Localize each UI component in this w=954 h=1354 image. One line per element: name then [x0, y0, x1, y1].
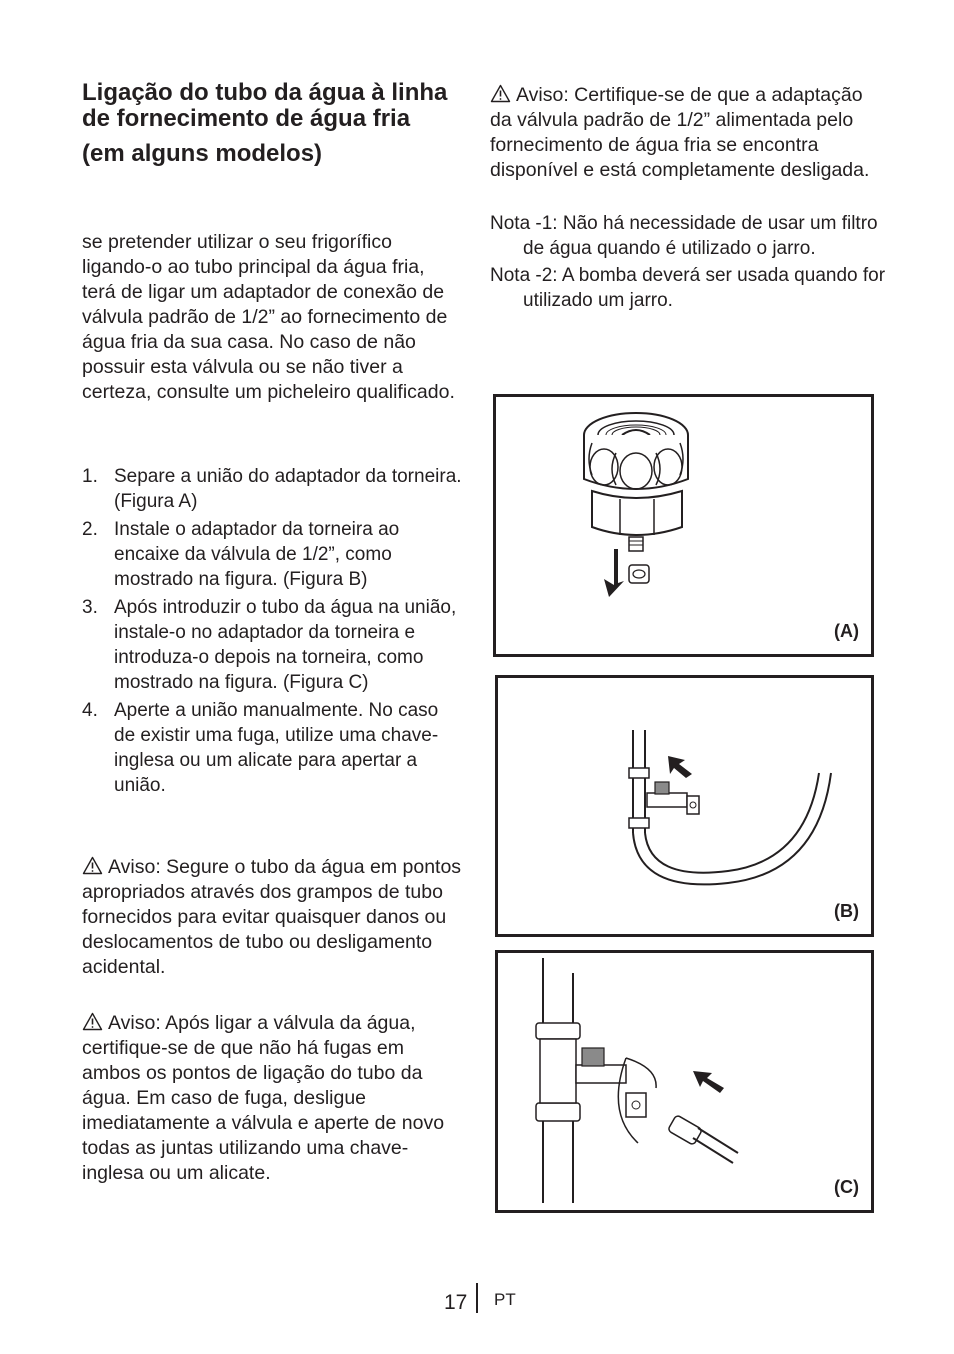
intro-paragraph: se pretender utilizar o seu frigorífico ligando-o ao tubo principal da água fria, terá de ligar um adaptador de conexão de válvula padrão de 1/2” ao fornecimento de água fria da sua casa. No caso de não possuir esta válvula ou se não tiver a certeza, consulte um picheleiro qualificado.	[82, 231, 455, 403]
list-item	[82, 698, 462, 798]
steps-list	[82, 464, 462, 801]
step-number: 2.	[82, 519, 98, 540]
title-main: Ligação do tubo da água à linha de fornecimento de água fria	[82, 79, 448, 132]
step-text: Aperte a união manualmente. No caso de existir uma fuga, utilize uma chave-inglesa ou um alicate para apertar a união.	[114, 700, 439, 796]
page-title	[82, 80, 462, 167]
figure-c	[495, 950, 874, 1213]
title-sub: (em alguns modelos)	[82, 140, 323, 167]
notes-block	[490, 211, 890, 315]
list-item	[82, 464, 462, 514]
warning-icon	[82, 856, 103, 875]
step-text: Instale o adaptador da torneira ao encaixe da válvula de 1/2”, como mostrado na figura. (Figura B)	[114, 519, 400, 590]
page-footer	[0, 1283, 954, 1323]
warning-text: Aviso: Segure o tubo da água em pontos apropriados através dos grampos de tubo fornecidos para evitar quaisquer danos ou deslocamentos de tubo ou desligamento acidental.	[82, 856, 462, 978]
note-2: Nota -2: A bomba deverá ser usada quando for utilizado um jarro.	[490, 265, 886, 311]
step-number: 1.	[82, 466, 98, 487]
warning-text: Aviso: Após ligar a válvula da água, certifique-se de que não há fugas em ambos os pontos de ligação do tubo da água. Em caso de fuga, desligue imediatamente a válvula e aperte de novo todas as juntas utilizando uma chave-inglesa ou um alicate.	[82, 1012, 445, 1184]
list-item	[82, 517, 462, 592]
step-text: Após introduzir o tubo da água na união, instale-o no adaptador da torneira e introduza-o depois na torneira, como mostrado na figura. (Figura C)	[114, 597, 457, 693]
step-number: 4.	[82, 700, 98, 721]
warning-icon	[82, 1012, 103, 1031]
figure-c-label: (C)	[834, 1177, 859, 1197]
warning-valve	[490, 83, 870, 183]
figure-a-label: (A)	[834, 621, 859, 641]
figure-b-label: (B)	[834, 901, 859, 921]
valve-illustration	[498, 678, 871, 934]
language-code: PT	[494, 1290, 516, 1309]
adapter-illustration	[496, 397, 871, 654]
warning-clamps	[82, 855, 462, 980]
step-number: 3.	[82, 597, 98, 618]
figure-a	[493, 394, 874, 657]
warning-text: Aviso: Certifique-se de que a adaptação da válvula padrão de 1/2” alimentada pelo fornecimento de água fria se encontra disponível e está completamente desligada.	[490, 84, 870, 181]
hose-connection-illustration	[498, 953, 871, 1210]
note-1: Nota -1: Não há necessidade de usar um filtro de água quando é utilizado o jarro.	[490, 213, 878, 259]
step-text: Separe a união do adaptador da torneira. (Figura A)	[114, 466, 462, 512]
figure-b	[495, 675, 874, 937]
list-item	[82, 595, 462, 695]
warning-leaks	[82, 1011, 462, 1186]
page-number: 17	[444, 1291, 468, 1314]
warning-icon	[490, 84, 511, 103]
footer-divider	[476, 1283, 478, 1313]
